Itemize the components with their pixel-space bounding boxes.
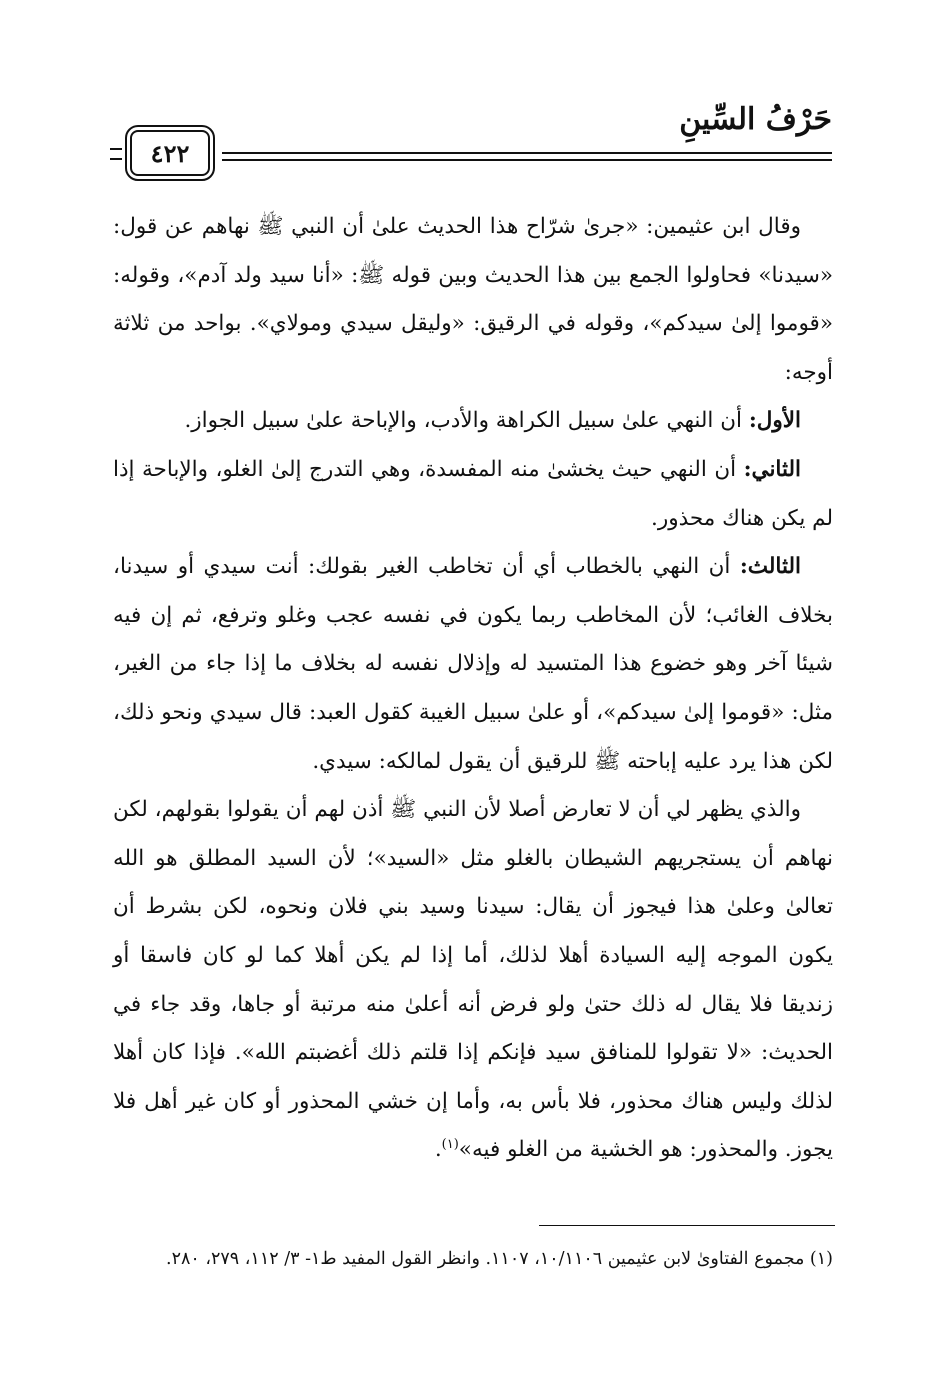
page-header — [118, 82, 832, 192]
author-opinion-text: والذي يظهر لي أن لا تعارض أصلا لأن النبي ﷺ أذن لهم أن يقولوا بقولهم، لكن نهاهم أن يستجريهم الشيطان بالغلو مثل «السيد»؛ لأن السيد المطلق هو الله تعالىٰ وعلىٰ هذا فيجوز أن يقال: سيدنا وسيد بني فلان ونحوه، لكن بشرط أن يكون الموجه إليه السيادة أهلا لذلك، أما إذا لم يكن أهلا كما لو كان فاسقا أو زنديقا فلا يقال له ذلك حتىٰ ولو فرض أنه أعلىٰ منه مرتبة أو جاها، وقد جاء في الحديث: «لا تقولوا للمنافق سيد فإنكم إذا قلتم ذلك أغضبتم الله». فإذا كان أهلا لذلك وليس هناك محذور، فلا بأس به، وأما إن خشي المحذور أو كان غير أهل فلا يجوز. والمحذور: هو الخشية من الغلو فيه» — [113, 797, 833, 1163]
paragraph-author-opinion — [113, 786, 833, 1175]
paragraph-third-view — [113, 543, 833, 786]
chapter-title: حَرْفُ السِّينِ — [679, 102, 832, 137]
header-rule-bottom — [222, 159, 832, 161]
page-number: ٤٢٢ — [150, 138, 190, 168]
footnote-reference: (١) — [441, 1137, 459, 1153]
main-text — [113, 203, 833, 1175]
second-view-label: الثاني: — [743, 456, 801, 482]
paragraph-first-view — [113, 397, 833, 446]
paragraph-second-view — [113, 446, 833, 543]
paragraph-intro: وقال ابن عثيمين: «جرىٰ شرّاح هذا الحديث علىٰ أن النبي ﷺ نهاهم عن قول: «سيدنا» فحاولوا الجمع بين هذا الحديث وبين قوله ﷺ: «أنا سيد ولد آدم»، وقوله: «قوموا إلىٰ سيدكم»، وقوله في الرقيق: «وليقل سيدي ومولاي». بواحد من ثلاثة أوجه: — [113, 214, 833, 385]
header-rule-top — [222, 152, 832, 154]
footnote: (١) مجموع الفتاوىٰ لابن عثيمين ١٠/١١٠٦، ١١٠٧. وانظر القول المفيد ط١- ٣/ ١١٢، ٢٧٩، ٢٨٠. — [166, 1249, 833, 1269]
third-view-text: أن النهي بالخطاب أي أن تخاطب الغير بقولك: أنت سيدي أو سيدنا، بخلاف الغائب؛ لأن المخاطب ربما يكون في نفسه عجب وغلو وترفع، ثم إن فيه شيئا آخر وهو خضوع هذا المتسيد له وإذلال نفسه له بخلاف ما إذا جاء من الغير، مثل: «قوموا إلىٰ سيدكم»، أو علىٰ سبيل الغيبة كقول العبد: قال سيدي ونحو ذلك، لكن هذا يرد عليه إباحته ﷺ للرقيق أن يقول لمالكه: سيدي. — [113, 554, 833, 774]
page-number-box — [130, 130, 210, 176]
footnote-separator — [539, 1225, 835, 1226]
third-view-label: الثالث: — [739, 554, 801, 580]
first-view-text: أن النهي علىٰ سبيل الكراهة والأدب، والإباحة علىٰ سبيل الجواز. — [184, 408, 742, 434]
first-view-label: الأول: — [748, 408, 801, 434]
header-rule-end-mark — [110, 148, 122, 160]
second-view-text: أن النهي حيث يخشىٰ منه المفسدة، وهي التدرج إلىٰ الغلو، والإباحة إذا لم يكن هناك محذور. — [113, 456, 833, 531]
author-opinion-end: . — [434, 1137, 442, 1163]
